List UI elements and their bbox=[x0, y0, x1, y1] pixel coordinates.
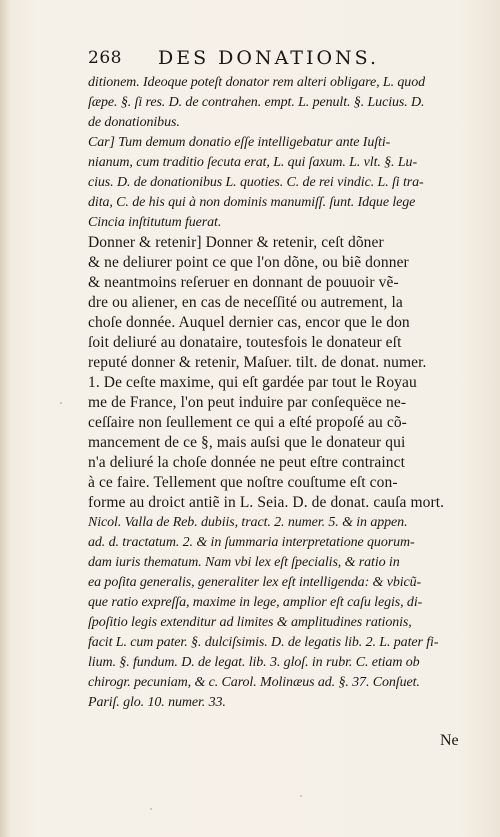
text-line: reputé donner & retenir, Maſuer. tilt. de donat. numer. bbox=[88, 354, 427, 371]
text-line: mancement de ce §, mais auſsi que le donateur qui bbox=[88, 434, 406, 451]
text-line: dam iuris thematum. Nam vbi lex eſt ſpecialis, & ratio in bbox=[88, 555, 400, 570]
text-line: Cincia inſtitutum fuerat. bbox=[88, 215, 222, 230]
text-body bbox=[88, 73, 483, 713]
text-line: Nicol. Valla de Reb. dubiis, tract. 2. numer. 5. & in appen. bbox=[88, 515, 408, 530]
page-number: 268 bbox=[88, 48, 122, 68]
text-line: ſoit deliuré au donataire, toutesfois le donateur eſt bbox=[88, 334, 402, 351]
text-line: chirogr. pecuniam, & c. Carol. Molinæus ad. §. 37. Conſuet. bbox=[88, 675, 420, 690]
text-line: & ne deliurer point ce que l'on dõne, ou biẽ donner bbox=[88, 254, 409, 271]
text-line: de donationibus. bbox=[88, 115, 180, 130]
page-header bbox=[88, 48, 480, 70]
text-line: me de France, l'on peut induire par conſequëce ne- bbox=[88, 394, 407, 411]
binding-gutter bbox=[0, 0, 10, 837]
text-line: Car] Tum demum donatio eſſe intelligebatur ante Iuſti- bbox=[88, 135, 391, 150]
text-line: ſpoſitio legis extenditur ad limites & amplitudines rationis, bbox=[88, 615, 412, 630]
text-line: Pariſ. glo. 10. numer. 33. bbox=[88, 695, 226, 710]
text-line: dre ou aliener, en cas de neceſſité ou autrement, la bbox=[88, 294, 403, 311]
text-line: Donner & retenir] Donner & retenir, ceſt dõner bbox=[88, 234, 384, 251]
text-line: facit L. cum pater. §. dulciſsimis. D. de legatis lib. 2. L. pater fi- bbox=[88, 635, 439, 650]
catchword: Ne bbox=[440, 732, 459, 749]
paper-speck bbox=[150, 808, 152, 810]
text-line: que ratio expreſſa, maxime in lege, amplior eſt caſu legis, di- bbox=[88, 595, 423, 610]
text-line: à ce faire. Tellement que noſtre couſtume eſt con- bbox=[88, 474, 398, 491]
paper-speck bbox=[300, 795, 302, 797]
text-line: ceſſaire non ſeullement ce qui a eſté propoſé au cõ- bbox=[88, 414, 407, 431]
text-line: dita, C. de his qui à non dominis manumiſſ. ſunt. Idque lege bbox=[88, 195, 416, 210]
text-line: forme au droict antiẽ in L. Seia. D. de donat. cauſa mort. bbox=[88, 494, 445, 511]
text-line: 1. De ceſte maxime, qui eſt gardée par tout le Royau bbox=[88, 374, 417, 391]
running-title: DES DONATIONS. bbox=[158, 47, 380, 69]
text-line: nianum, cum traditio ſecuta erat, L. qui ſaxum. L. vlt. §. Lu- bbox=[88, 155, 418, 170]
text-line: ad. d. tractatum. 2. & in ſummaria interpretatione quorum- bbox=[88, 535, 415, 550]
text-line: lium. §. fundum. D. de legat. lib. 3. gloſ. in rubr. C. etiam ob bbox=[88, 655, 420, 670]
paper-speck bbox=[60, 402, 62, 404]
text-line: ditionem. Ideoque poteſt donator rem alteri obligare, L. quod bbox=[88, 75, 425, 90]
text-line: cius. D. de donationibus L. quoties. C. de rei vindic. L. ſi tra- bbox=[88, 175, 424, 190]
text-line: n'a deliuré la choſe donnée ne peut eſtre contrainct bbox=[88, 454, 405, 471]
text-line: ea poſita generalis, generaliter lex eſt intelligenda: & vbicũ- bbox=[88, 575, 422, 590]
text-line: ſæpe. §. ſi res. D. de contrahen. empt. L. penult. §. Lucius. D. bbox=[88, 95, 425, 110]
text-line: choſe donnée. Auquel dernier cas, encor que le don bbox=[88, 314, 410, 331]
text-line: & neantmoins reſeruer en donnant de pouuoir vẽ- bbox=[88, 274, 399, 291]
